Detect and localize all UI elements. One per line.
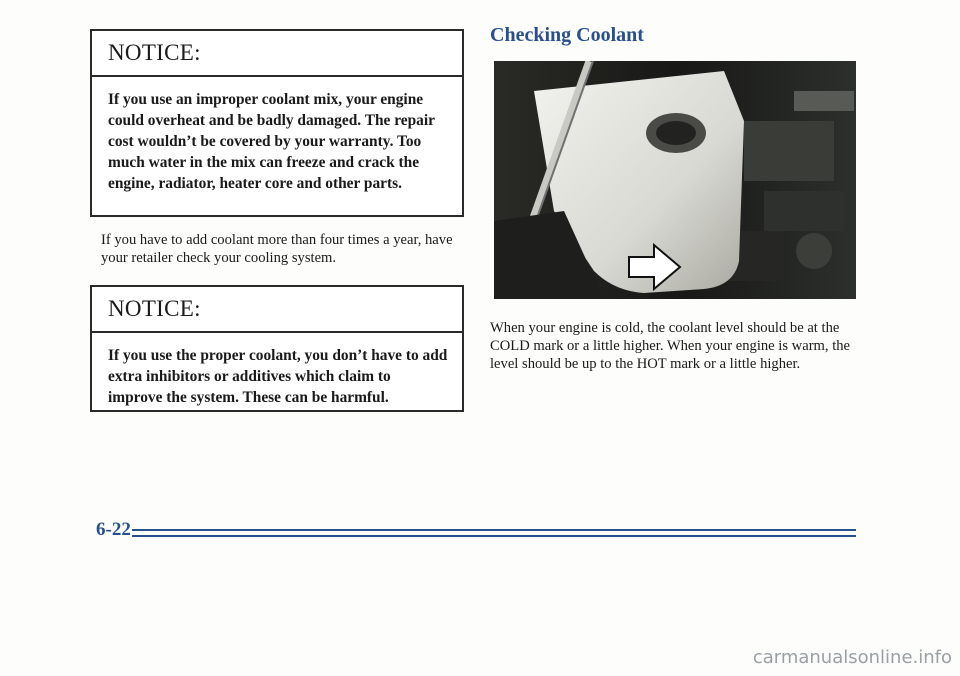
paragraph-add-coolant: If you have to add coolant more than four times a year, have your retailer check your cooling system.	[101, 232, 453, 266]
notice-body: If you use an improper coolant mix, your engine could overheat and be badly damaged. The repair cost wouldn’t be covered by your warranty. Too much water in the mix can freeze and crack the engine, radiator, heater core and other parts.	[108, 91, 435, 192]
notice-box-improper-coolant	[90, 29, 464, 217]
page-number: 6-22	[96, 519, 131, 540]
section-heading: Checking Coolant	[490, 24, 644, 46]
footer-rule	[132, 529, 856, 531]
page-footer	[96, 519, 856, 543]
paragraph-coolant-level: When your engine is cold, the coolant level should be at the COLD mark or a little higher. When your engine is warm, the level should be up to the HOT mark or a little higher.	[490, 320, 851, 372]
coolant-reservoir-photo	[494, 61, 856, 299]
site-watermark: carmanualsonline.info	[752, 647, 952, 668]
notice-box-proper-coolant	[90, 285, 464, 412]
footer-rule	[132, 535, 856, 537]
notice-heading: NOTICE:	[92, 287, 462, 333]
notice-heading: NOTICE:	[92, 31, 462, 77]
notice-body: If you use the proper coolant, you don’t have to add extra inhibitors or additives which claim to improve the system. These can be harmful.	[108, 347, 448, 406]
engine-bay-illustration	[494, 61, 856, 299]
